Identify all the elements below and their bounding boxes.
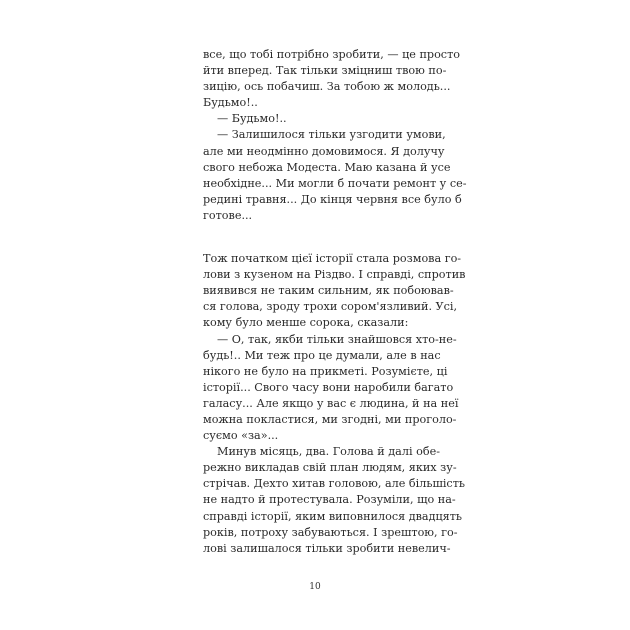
text-line: — О, так, якби тільки знайшовся хто-не- [217,332,457,346]
text-line: необхідне... Ми могли б почати ремонт у се- [203,176,467,190]
body-text [203,47,467,557]
text-line: історії... Свого часу вони наробили багато [203,380,454,394]
text-line: справді історії, яким виповнилося двадцять [203,509,462,523]
text-line: не надто й протестувала. Розуміли, що на- [203,493,456,507]
text-line: — Залишилося тільки узгодити умови, [217,128,446,142]
text-line: стрічав. Дехто хитав головою, але більшість [203,477,465,491]
page-number: 10 [309,582,321,592]
text-line: йти вперед. Так тільки зміцниш твою по- [203,64,447,78]
text-line: Минув місяць, два. Голова й далі обе- [217,445,440,459]
text-line: Тож початком цієї історії стала розмова го- [203,252,462,266]
text-line: лові залишалося тільки зробити невелич- [203,541,451,555]
text-line: кому було менше сорока, сказали: [203,316,409,330]
text-line: лови з кузеном на Різдво. І справді, спротив [203,268,466,282]
text-line: редині травня... До кінця червня все було б [203,192,462,206]
text-line: — Будьмо!.. [217,112,287,126]
text-line: виявився не таким сильним, як побоював- [203,284,454,298]
text-line: років, потроху забуваються. І зрештою, го- [203,525,458,539]
text-line: свого небожа Модеста. Маю казана й усе [203,160,451,174]
text-line: все, що тобі потрібно зробити, — це просто [203,48,460,61]
text-line: режно викладав свій план людям, яких зу- [203,461,457,475]
text-line: можна покластися, ми згодні, ми проголо- [203,412,457,426]
text-line: але ми неодмінно домовимося. Я долучу [203,144,445,158]
text-line: нікого не було на прикметі. Розумієте, ці [203,364,448,378]
text-line: ся голова, зроду трохи сором'язливий. Усі, [203,300,458,314]
text-line: галасу... Але якщо у вас є людина, й на неї [203,396,459,410]
text-line: готове... [203,208,253,222]
text-line: Будьмо!.. [203,96,258,110]
text-line: суємо «за»... [203,429,279,443]
text-line: будь!.. Ми теж про це думали, але в нас [203,348,441,362]
text-line: зицію, ось побачиш. За тобою ж молодь... [203,80,451,94]
